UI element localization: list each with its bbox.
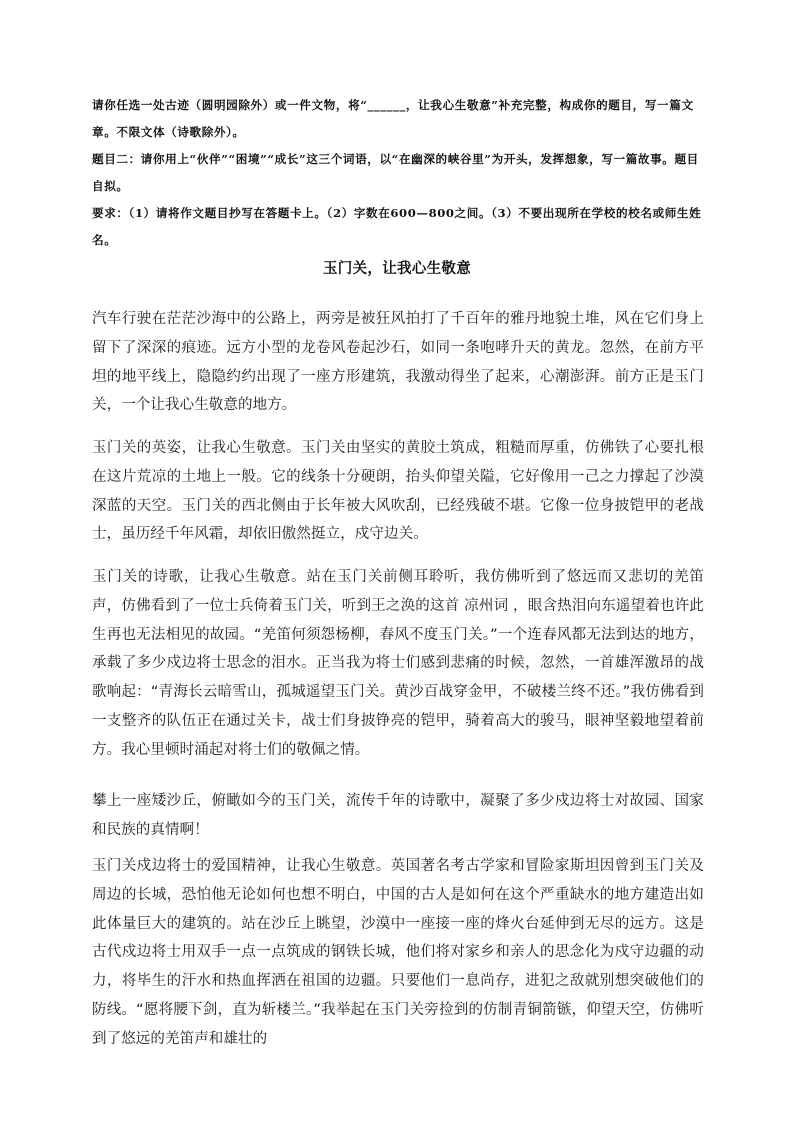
paragraph-text: 玉门关戍边将士的爱国精神，让我心生敬意。英国著名考古学家和冒险家斯坦因曾到玉门关及周边的长城，恐怕他无论如何也想不明白，中国的古人是如何在这个严重缺水的地方建造出如此体量巨大的建筑的。站在沙丘上眺望，沙漠中一座接一座的烽火台延伸到无尽的远方。这是古代戍边将士用双手一点一点筑成的钢铁长城，他们将对家乡和亲人的思念化为戍守边疆的动力，将毕生的汗水和热血挥洒在祖国的边疆。只要他们一息尚存，进犯之敌就别想突破他们的防线。“愿将腰下剑，直为斩楼兰。”我举起在玉门关旁捡到的仿制青铜箭镞，仰望天空，仿佛听到了悠远的羌笛声和雄壮的 — [92, 858, 704, 1047]
essay-paragraph-5 — [92, 852, 704, 1054]
prompt-topic-two: 题目二：请你用上“伙伴”“困境”“成长”这三个词语，以“在幽深的峡谷里”为开头，发挥想象，写一篇故事。题目自拟。 — [92, 152, 699, 193]
paragraph-text: 玉门关的诗歌，让我心生敬意。站在玉门关前侧耳聆听，我仿佛听到了悠远而又悲切的羌笛声，仿佛看到了一位士兵倚着玉门关，听到王之涣的这首 凉州词 ，眼含热泪向东遥望着也许此生再也无法相见的故园。“羌笛何须怨杨柳，春风不度玉门关。”一个连春风都无法到达的地方，承载了多少戍边将士思念的泪水。正当我为将士们感到悲痛的时候，忽然，一首雄浑激昂的战歌响起：“青海长云暗雪山，孤城遥望玉门关。黄沙百战穿金甲，不破楼兰终不还。”我仿佛看到一支整齐的队伍正在通过关卡，战士们身披铮亮的铠甲，骑着高大的骏马，眼神坚毅地望着前方。我心里顿时涌起对将士们的敬佩之情。 — [92, 569, 704, 758]
paragraph-text: 玉门关的英姿，让我心生敬意。玉门关由坚实的黄胶土筑成，粗糙而厚重，仿佛铁了心要扎根在这片荒凉的土地上一般。它的线条十分硬朗，抬头仰望关隘，它好像用一己之力撑起了沙漠深蓝的天空。玉门关的西北侧由于长年被大风吹刮，已经残破不堪。它像一位身披铠甲的老战士，虽历经千年风霜，却依旧傲然挺立，戍守边关。 — [92, 440, 704, 543]
essay-paragraph-3 — [92, 563, 704, 765]
paragraph-text: 攀上一座矮沙丘，俯瞰如今的玉门关，流传千年的诗歌中，凝聚了多少戍边将士对故园、国家和民族的真情啊！ — [92, 793, 704, 838]
essay-title: 玉门关，让我心生敬意 — [323, 261, 471, 277]
essay-paragraph-1 — [92, 305, 704, 420]
essay-paragraph-4 — [92, 787, 704, 845]
prompt-topic-one: 请你任选一处古迹（圆明园除外）或一件文物，将“______，让我心生敬意”补充完整，构成你的题目，写一篇文章。不限文体（诗歌除外）。 — [92, 98, 694, 139]
essay-paragraph-2 — [92, 434, 704, 549]
essay-prompt — [92, 92, 704, 254]
prompt-requirements: 要求：（1）请将作文题目抄写在答题卡上。（2）字数在600—800之间。（3）不要出现所在学校的校名或师生姓名。 — [92, 206, 702, 247]
paragraph-text: 汽车行驶在茫茫沙海中的公路上，两旁是被狂风拍打了千百年的雅丹地貌土堆，风在它们身上留下了深深的痕迹。远方小型的龙卷风卷起沙石，如同一条咆哮升天的黄龙。忽然，在前方平坦的地平线上，隐隐约约出现了一座方形建筑，我激动得坐了起来，心潮澎湃。前方正是玉门关，一个让我心生敬意的地方。 — [92, 311, 704, 414]
